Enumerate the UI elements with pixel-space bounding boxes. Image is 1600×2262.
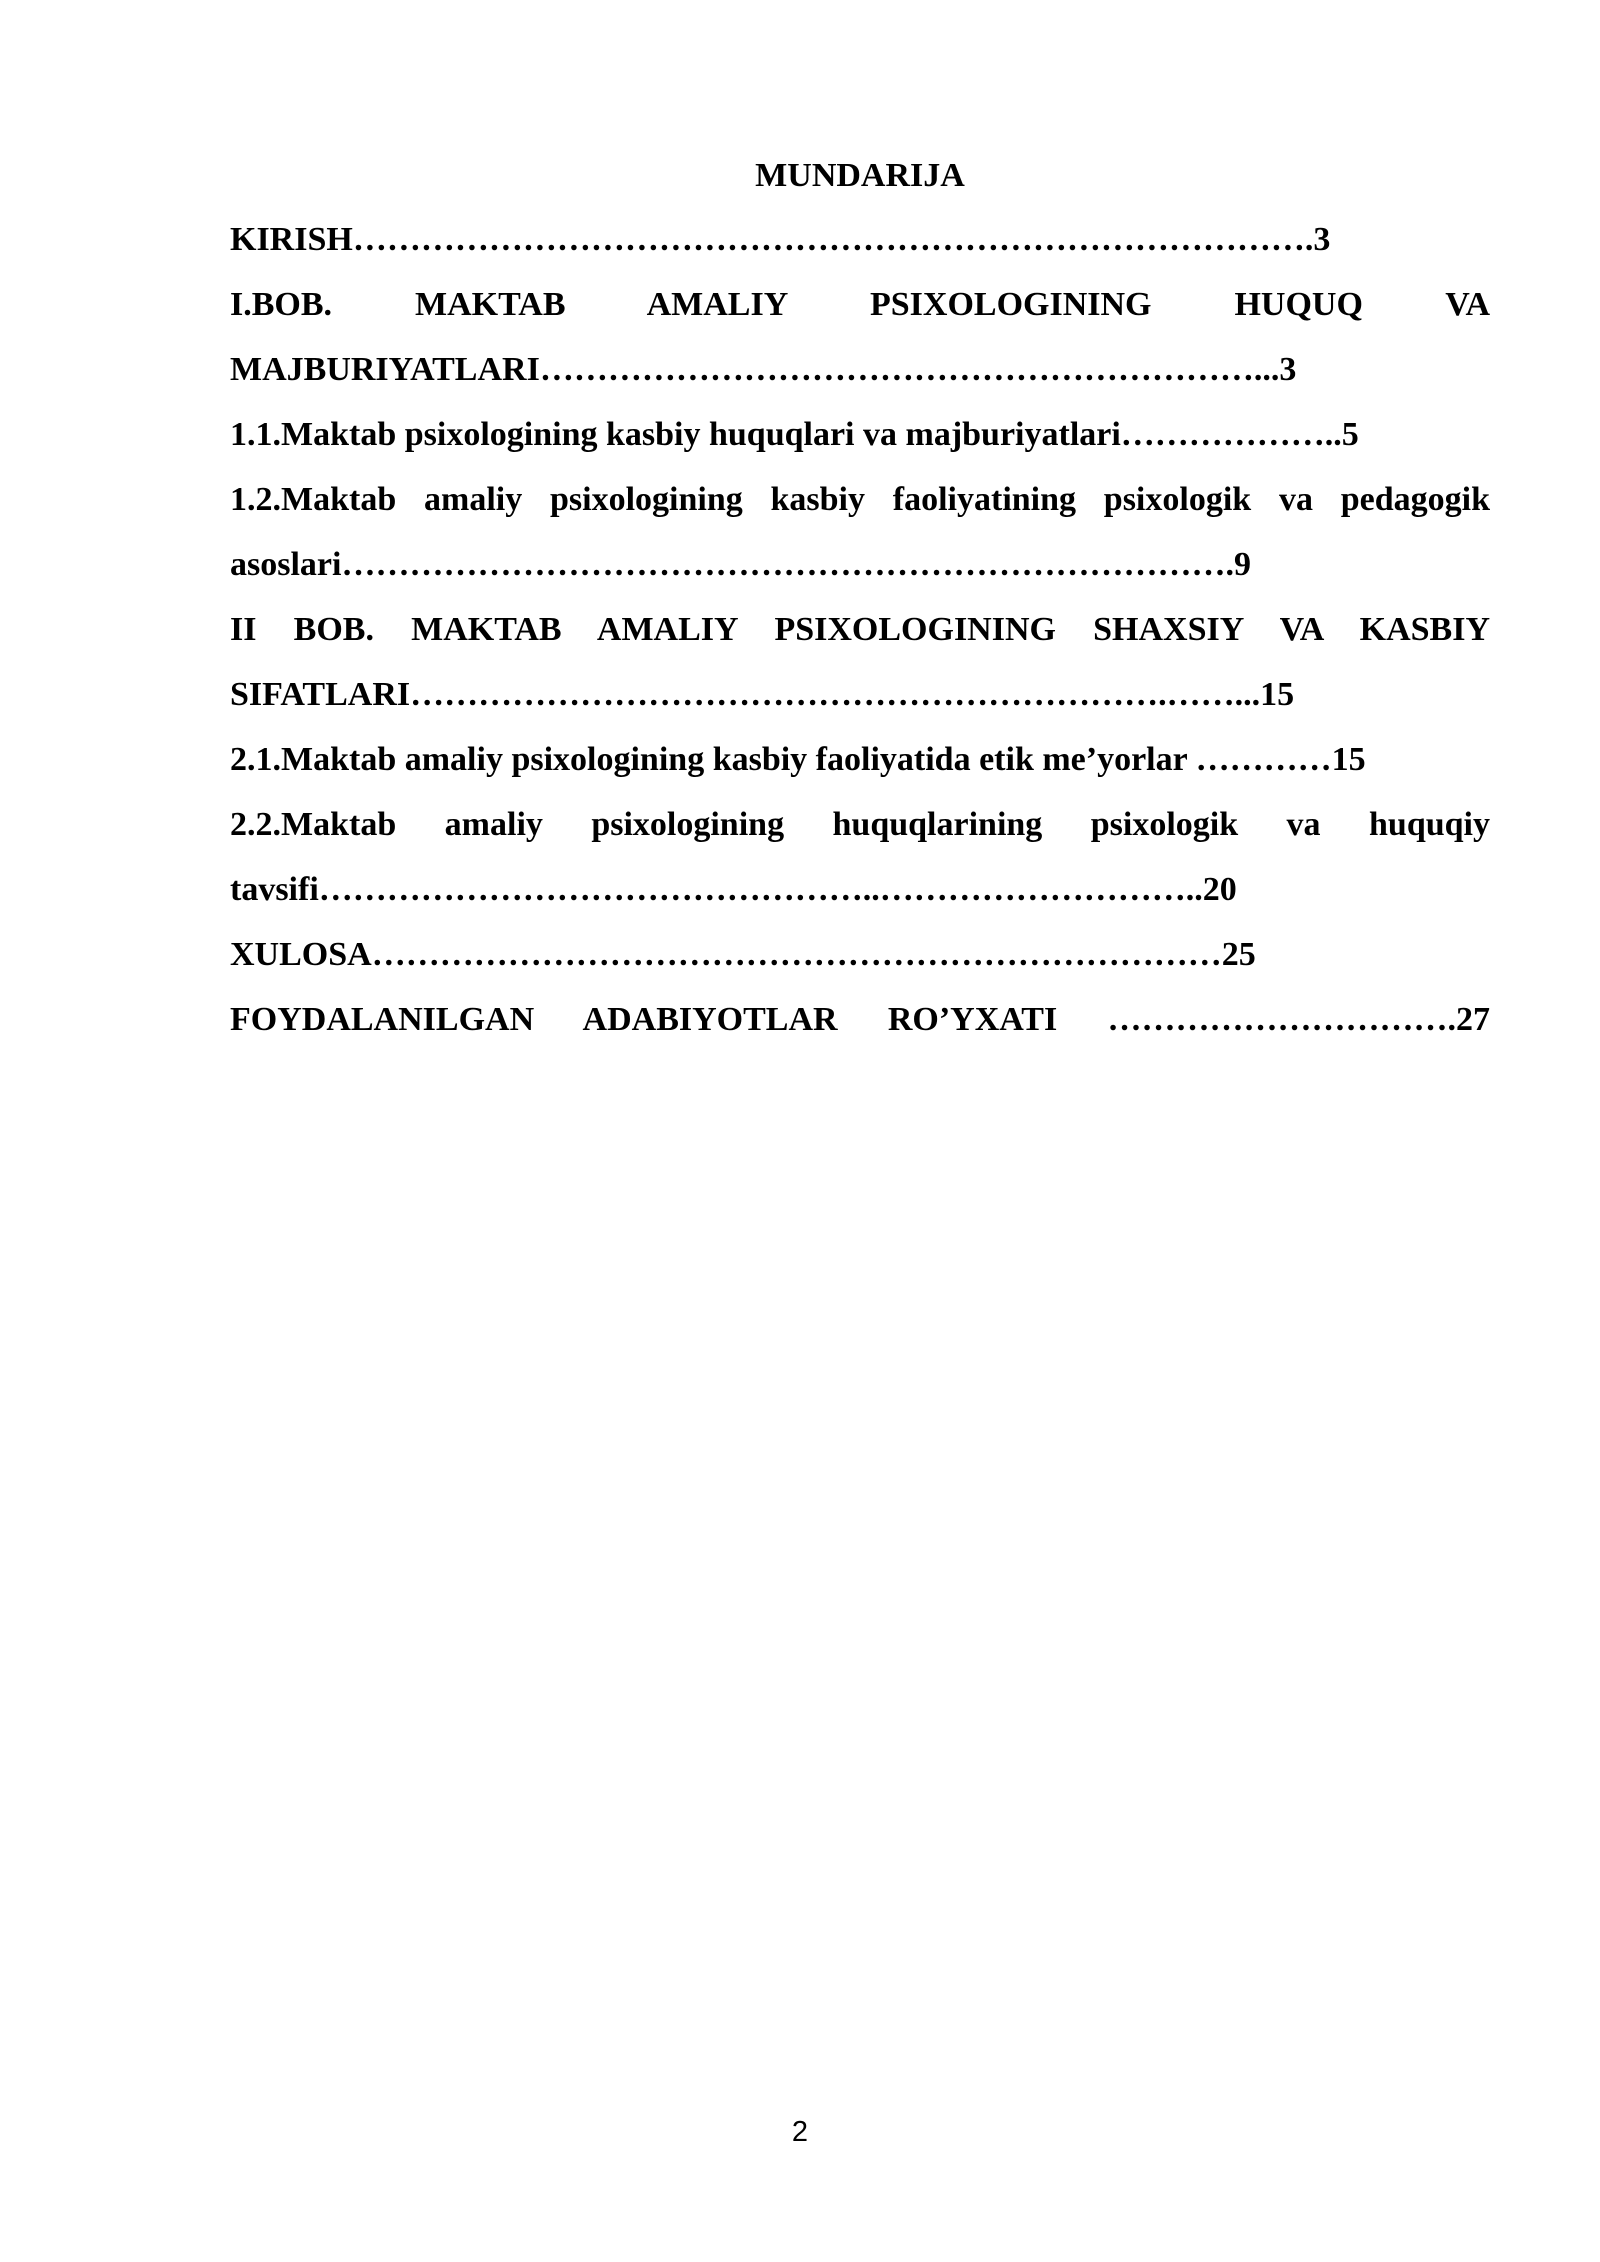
toc-entry-chapter-2-cont: SIFATLARI………………………………………………………….……...15 <box>230 676 1295 713</box>
toc-entry-section-1-1: 1.1.Maktab psixologining kasbiy huquqlari va majburiyatlari………………..5 <box>230 416 1359 453</box>
toc-entry-intro: KIRISH………………………………………………………………………….3 <box>230 221 1331 258</box>
page-title: MUNDARIJA <box>755 157 965 194</box>
toc-entry-references: FOYDALANILGAN ADABIYOTLAR RO’YXATI ………………………….27 <box>230 1001 1490 1038</box>
toc-entry-section-1-2-cont: asoslari…………………………………………………………………….9 <box>230 546 1251 583</box>
toc-entry-section-1-2: 1.2.Maktab amaliy psixologining kasbiy faoliyatining psixologik va pedagogik <box>230 481 1490 518</box>
page-number: 2 <box>791 2116 809 2148</box>
toc-entry-section-2-2: 2.2.Maktab amaliy psixologining huquqlarining psixologik va huquqiy <box>230 806 1490 843</box>
toc-entry-section-2-1: 2.1.Maktab amaliy psixologining kasbiy faoliyatida etik me’yorlar …………15 <box>230 741 1366 778</box>
toc-entry-chapter-1: I.BOB. MAKTAB AMALIY PSIXOLOGINING HUQUQ VA <box>230 286 1490 323</box>
toc-entry-chapter-2: II BOB. MAKTAB AMALIY PSIXOLOGINING SHAXSIY VA KASBIY <box>230 611 1490 648</box>
toc-entry-chapter-1-cont: MAJBURIYATLARI………………………………………………………...3 <box>230 351 1297 388</box>
toc-entry-section-2-2-cont: tavsifi…………………………………………..………………………..20 <box>230 871 1237 908</box>
toc-entry-conclusion: XULOSA…………………………………………………………………25 <box>230 936 1256 973</box>
